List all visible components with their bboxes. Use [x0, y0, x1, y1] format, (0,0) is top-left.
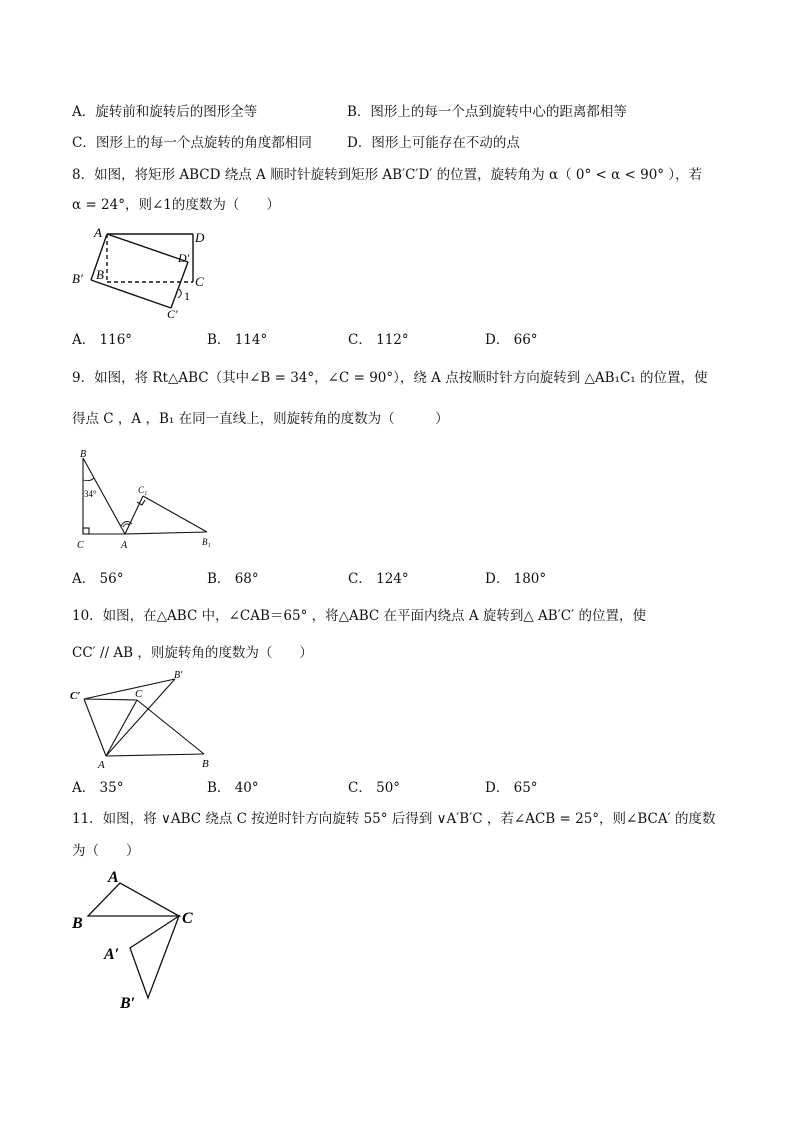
q11-label-b-prime: B′	[120, 995, 136, 1012]
q10-label-b-prime: B′	[174, 670, 183, 681]
q10-option-b: B． 40°	[207, 780, 259, 796]
q8-stem-line1: 8．如图，将矩形 ABCD 绕点 A 顺时针旋转到矩形 AB′C′D′ 的位置，旋转角为 α（ 0° < α < 90° ），若	[72, 167, 703, 183]
q9-label-a: A	[121, 540, 128, 551]
q9-label-b: B	[80, 449, 87, 460]
q11-figure	[66, 862, 226, 1018]
q11-label-a-prime: A′	[104, 946, 120, 963]
q9-option-c: C． 124°	[348, 571, 409, 587]
q7-option-c: C．图形上的每一个点旋转的角度都相同	[72, 135, 312, 151]
q9-angle-34-arc	[83, 478, 94, 481]
q10-stem-line2: CC′ // AB ，则旋转角的度数为（ ）	[72, 645, 313, 661]
q8-option-c: C． 112°	[348, 332, 409, 348]
q11-triangle-abc	[88, 883, 179, 916]
q8-label-b-prime: B′	[72, 271, 83, 286]
q10-figure	[66, 668, 226, 774]
q10-segment-cc	[84, 699, 137, 700]
q10-stem-line1: 10．如图，在△ABC 中，∠CAB＝65° ，将△ABC 在平面内绕点 A 旋转到△ AB′C′ 的位置，使	[72, 608, 646, 624]
q8-label-c-prime: C′	[167, 307, 178, 321]
q10-segment-a-c	[106, 700, 137, 756]
q9-label-c1: C₁	[138, 485, 148, 495]
q8-rectangle-ab-c-d	[91, 234, 188, 308]
q10-segment-cb	[137, 700, 204, 754]
q8-option-a: A． 116°	[72, 332, 133, 348]
q11-stem-line1: 11．如图，将 ∨ABC 绕点 C 按逆时针方向旋转 55° 后得到 ∨A′B′C ，若∠ACB = 25°，则∠BCA′ 的度数	[72, 811, 716, 827]
q8-angle-1-arc	[178, 289, 181, 298]
q8-stem-line2: α = 24°，则∠1的度数为（ ）	[72, 197, 280, 213]
q11-stem-line2: 为（ ）	[72, 843, 140, 859]
q11-label-a: A	[108, 869, 119, 886]
q10-option-c: C． 50°	[348, 780, 401, 796]
q9-triangle-ab1c1	[125, 496, 207, 534]
q8-option-b: B． 114°	[207, 332, 268, 348]
q7-option-a: A．旋转前和旋转后的图形全等	[72, 104, 258, 120]
q7-option-d: D．图形上可能存在不动的点	[347, 135, 520, 151]
q10-label-c: C	[135, 688, 143, 700]
q8-label-c: C	[195, 274, 204, 289]
q11-triangle-a-b-c	[130, 916, 179, 998]
q10-label-b: B	[202, 758, 209, 770]
q9-label-angle-34: 34°	[84, 489, 97, 499]
q9-stem-line1: 9．如图，将 Rt△ABC（其中∠B = 34°，∠C = 90°），绕 A 点按顺时针方向旋转到 △AB₁C₁ 的位置，使	[72, 370, 708, 386]
q10-segment-ac	[84, 699, 106, 756]
q10-segment-ab	[106, 754, 204, 756]
q11-label-c: C	[182, 910, 193, 927]
q8-label-angle-1: 1	[184, 289, 190, 303]
q9-stem-line2: 得点 C ，A ，B₁ 在同一直线上，则旋转角的度数为（ ）	[72, 411, 449, 427]
q8-label-d: D	[195, 230, 205, 245]
q8-label-a: A	[94, 225, 102, 240]
q9-label-b1: B₁	[202, 537, 211, 547]
q8-label-d-prime: D′	[178, 251, 190, 265]
q8-figure	[66, 222, 226, 322]
q8-label-b: B	[96, 267, 104, 282]
q9-option-d: D． 180°	[485, 571, 547, 587]
q10-label-a: A	[98, 759, 105, 771]
q9-label-c: C	[77, 540, 84, 551]
q11-label-b: B	[72, 915, 83, 932]
q9-option-b: B． 68°	[207, 571, 259, 587]
q8-option-d: D． 66°	[485, 332, 538, 348]
q7-option-b: B．图形上的每一个点到旋转中心的距离都相等	[347, 104, 627, 120]
q9-figure	[66, 444, 226, 554]
q10-option-d: D． 65°	[485, 780, 538, 796]
q10-label-c-prime: C′	[70, 690, 81, 702]
q10-option-a: A． 35°	[72, 780, 124, 796]
q10-segment-c-b	[84, 679, 175, 699]
q9-option-a: A． 56°	[72, 571, 124, 587]
